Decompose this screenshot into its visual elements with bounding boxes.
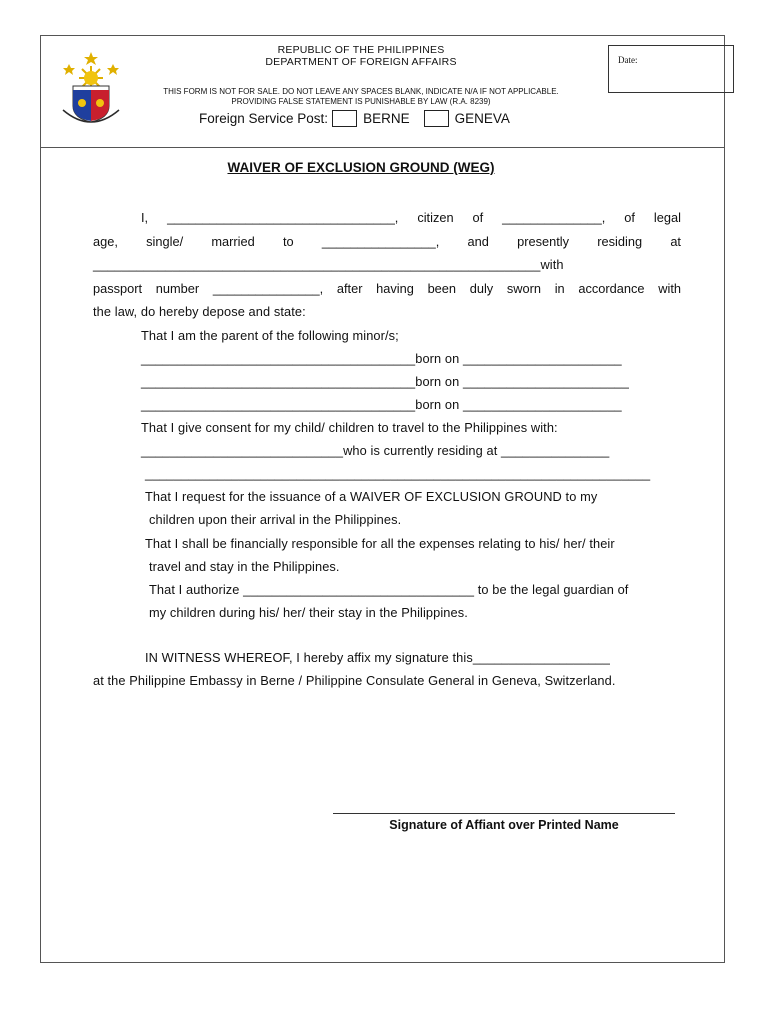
text-fragment: after xyxy=(336,281,363,296)
minor-row-3[interactable]: ______________________________________born on ______________________ xyxy=(141,397,622,412)
header-divider xyxy=(41,147,724,148)
request-line-1: That I request for the issuance of a WAIVER OF EXCLUSION GROUND to my xyxy=(145,489,598,504)
marital-line xyxy=(93,234,681,249)
text-fragment: legal xyxy=(653,210,681,225)
parent-statement: That I am the parent of the following minor/s; xyxy=(141,328,399,343)
text-fragment: having xyxy=(376,281,414,296)
form-title: WAIVER OF EXCLUSION GROUND (WEG) xyxy=(227,160,495,175)
berne-label: BERNE xyxy=(363,111,410,126)
geneva-checkbox[interactable] xyxy=(424,110,449,127)
spouse-blank[interactable]: ________________, xyxy=(321,234,440,249)
passport-number-blank[interactable]: _______________, xyxy=(212,281,324,296)
text-fragment: duly xyxy=(469,281,494,296)
address-blank[interactable]: ______________________________________________________________ xyxy=(93,257,541,272)
department-name: DEPARTMENT OF FOREIGN AFFAIRS xyxy=(265,56,457,68)
form-notice xyxy=(101,87,621,107)
text-fragment: single/ xyxy=(146,234,184,249)
witness-line-1[interactable]: IN WITNESS WHEREOF, I hereby affix my signature this___________________ xyxy=(145,650,610,665)
minor-row-2[interactable]: ______________________________________born on _______________________ xyxy=(141,374,629,389)
text-fragment: to xyxy=(282,234,294,249)
request-line-2: children upon their arrival in the Philippines. xyxy=(149,512,402,527)
text-fragment: of xyxy=(624,210,635,225)
residence-line xyxy=(93,257,564,272)
date-field[interactable] xyxy=(608,45,734,93)
text-fragment: and xyxy=(467,234,489,249)
text-fragment: accordance xyxy=(578,281,645,296)
companion-address-blank[interactable]: ______________________________________________________________________ xyxy=(145,466,651,481)
text-fragment: with xyxy=(540,257,564,272)
form-frame xyxy=(40,35,725,963)
date-label: Date: xyxy=(618,55,638,65)
text-fragment: residing xyxy=(597,234,643,249)
signature-label: Signature of Affiant over Printed Name xyxy=(389,818,619,832)
authorize-line-2: my children during his/ her/ their stay in the Philippines. xyxy=(149,605,468,620)
foreign-service-post-row xyxy=(199,110,510,127)
text-fragment: of xyxy=(472,210,484,225)
declarant-line xyxy=(141,210,681,225)
depose-line: the law, do hereby depose and state: xyxy=(93,304,306,319)
citizenship-blank[interactable]: ______________, xyxy=(502,210,606,225)
berne-checkbox[interactable] xyxy=(332,110,357,127)
passport-line xyxy=(93,281,681,296)
text-fragment: with xyxy=(658,281,681,296)
geneva-label: GENEVA xyxy=(454,111,510,126)
consent-statement: That I give consent for my child/ children to travel to the Philippines with: xyxy=(141,420,558,435)
text-fragment: in xyxy=(554,281,565,296)
text-fragment: married xyxy=(211,234,255,249)
minor-row-1[interactable]: ______________________________________born on ______________________ xyxy=(141,351,622,366)
companion-line[interactable]: ____________________________who is currently residing at _______________ xyxy=(141,443,610,458)
text-fragment: at xyxy=(670,234,681,249)
notice-line-2: PROVIDING FALSE STATEMENT IS PUNISHABLE BY LAW (R.A. 8239) xyxy=(231,97,491,106)
name-blank[interactable]: ________________________________, xyxy=(167,210,399,225)
text-fragment: been xyxy=(427,281,457,296)
government-heading xyxy=(41,44,681,68)
text-fragment: number xyxy=(155,281,200,296)
signature-line[interactable] xyxy=(333,813,675,814)
notice-line-1: THIS FORM IS NOT FOR SALE. DO NOT LEAVE ANY SPACES BLANK, INDICATE N/A IF NOT APPLICABLE. xyxy=(163,87,559,96)
text-fragment: presently xyxy=(517,234,570,249)
country-name: REPUBLIC OF THE PHILIPPINES xyxy=(277,44,445,56)
text-fragment: age, xyxy=(93,234,118,249)
text-fragment: passport xyxy=(93,281,143,296)
witness-line-2: at the Philippine Embassy in Berne / Philippine Consulate General in Geneva, Switzerland. xyxy=(93,673,616,688)
foreign-service-post-label: Foreign Service Post: xyxy=(199,111,329,126)
financial-line-1: That I shall be financially responsible for all the expenses relating to his/ her/ their xyxy=(145,536,615,551)
text-fragment: citizen xyxy=(417,210,454,225)
authorize-line-1[interactable]: That I authorize ________________________________ to be the legal guardian of xyxy=(149,582,629,597)
text-fragment: sworn xyxy=(506,281,542,296)
financial-line-2: travel and stay in the Philippines. xyxy=(149,559,340,574)
text-fragment: I, xyxy=(141,210,149,225)
